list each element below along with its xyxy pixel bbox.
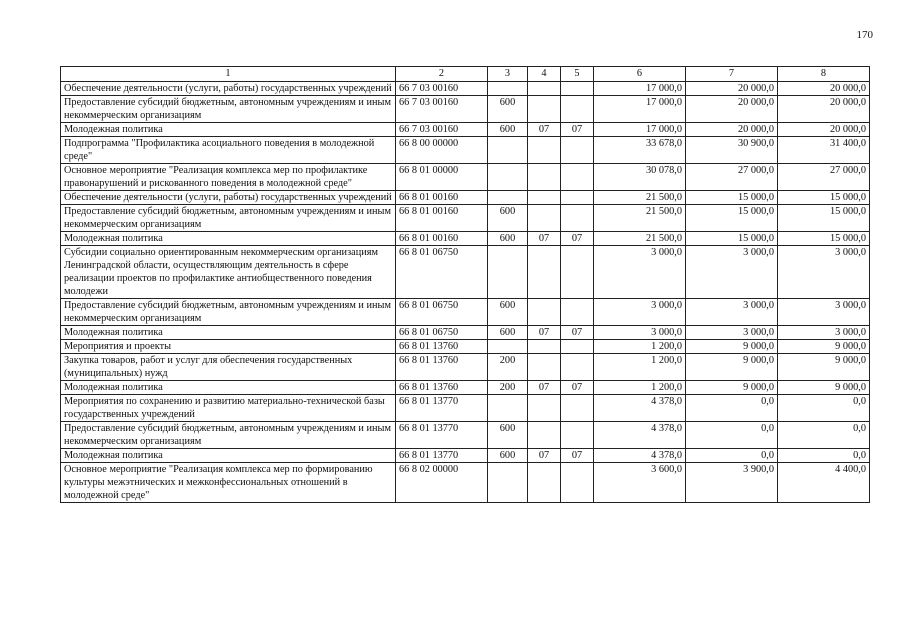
section-cell: 07 — [528, 449, 561, 463]
amount-col7-cell: 9 000,0 — [686, 354, 778, 381]
expense-type-cell — [488, 395, 528, 422]
target-code-cell: 66 8 01 13760 — [396, 381, 488, 395]
section-cell — [528, 137, 561, 164]
subsection-cell — [561, 354, 594, 381]
amount-col7-cell: 3 000,0 — [686, 326, 778, 340]
expense-name-cell: Основное мероприятие "Реализация комплекса мер по формированию культуры межэтнических и межконфессиональных отношений в молодежной среде" — [61, 463, 396, 503]
target-code-cell: 66 7 03 00160 — [396, 96, 488, 123]
expense-type-cell: 600 — [488, 96, 528, 123]
expense-name-cell: Основное мероприятие "Реализация комплекса мер по профилактике правонарушений и рискованного поведения в молодежной среде" — [61, 164, 396, 191]
amount-col6-cell: 1 200,0 — [594, 340, 686, 354]
table-row — [61, 395, 870, 422]
amount-col8-cell: 15 000,0 — [778, 191, 870, 205]
section-cell: 07 — [528, 232, 561, 246]
target-code-cell: 66 8 01 00160 — [396, 191, 488, 205]
table-row — [61, 137, 870, 164]
table-row — [61, 326, 870, 340]
target-code-cell: 66 8 01 13760 — [396, 354, 488, 381]
amount-col6-cell: 4 378,0 — [594, 395, 686, 422]
section-cell — [528, 463, 561, 503]
expense-name-cell: Молодежная политика — [61, 381, 396, 395]
amount-col7-cell: 30 900,0 — [686, 137, 778, 164]
target-code-cell: 66 8 01 13770 — [396, 395, 488, 422]
expense-type-cell — [488, 137, 528, 164]
column-header: 2 — [396, 67, 488, 82]
amount-col6-cell: 30 078,0 — [594, 164, 686, 191]
amount-col6-cell: 21 500,0 — [594, 191, 686, 205]
table-row — [61, 340, 870, 354]
subsection-cell — [561, 463, 594, 503]
expense-type-cell: 200 — [488, 381, 528, 395]
target-code-cell: 66 7 03 00160 — [396, 82, 488, 96]
expense-type-cell: 600 — [488, 232, 528, 246]
expense-name-cell: Предоставление субсидий бюджетным, автономным учреждениям и иным некоммерческим организациям — [61, 299, 396, 326]
column-header: 6 — [594, 67, 686, 82]
amount-col8-cell: 31 400,0 — [778, 137, 870, 164]
table-row — [61, 232, 870, 246]
target-code-cell: 66 8 01 13770 — [396, 449, 488, 463]
table-row — [61, 449, 870, 463]
amount-col8-cell: 27 000,0 — [778, 164, 870, 191]
subsection-cell: 07 — [561, 449, 594, 463]
expense-type-cell — [488, 164, 528, 191]
expense-type-cell — [488, 340, 528, 354]
target-code-cell: 66 8 01 00160 — [396, 205, 488, 232]
amount-col6-cell: 3 000,0 — [594, 246, 686, 299]
section-cell — [528, 422, 561, 449]
column-header: 8 — [778, 67, 870, 82]
amount-col7-cell: 20 000,0 — [686, 96, 778, 123]
table-row — [61, 299, 870, 326]
amount-col7-cell: 0,0 — [686, 449, 778, 463]
expense-name-cell: Обеспечение деятельности (услуги, работы) государственных учреждений — [61, 191, 396, 205]
amount-col7-cell: 0,0 — [686, 395, 778, 422]
subsection-cell — [561, 82, 594, 96]
amount-col7-cell: 3 000,0 — [686, 246, 778, 299]
section-cell — [528, 205, 561, 232]
amount-col6-cell: 1 200,0 — [594, 354, 686, 381]
section-cell — [528, 246, 561, 299]
amount-col8-cell: 20 000,0 — [778, 123, 870, 137]
amount-col8-cell: 9 000,0 — [778, 381, 870, 395]
amount-col7-cell: 27 000,0 — [686, 164, 778, 191]
amount-col6-cell: 4 378,0 — [594, 422, 686, 449]
amount-col8-cell: 0,0 — [778, 395, 870, 422]
section-cell — [528, 299, 561, 326]
amount-col8-cell: 3 000,0 — [778, 326, 870, 340]
expense-name-cell: Предоставление субсидий бюджетным, автономным учреждениям и иным некоммерческим организациям — [61, 205, 396, 232]
table-row — [61, 96, 870, 123]
section-cell: 07 — [528, 381, 561, 395]
expense-type-cell — [488, 82, 528, 96]
amount-col8-cell: 20 000,0 — [778, 82, 870, 96]
column-header: 7 — [686, 67, 778, 82]
amount-col8-cell: 9 000,0 — [778, 340, 870, 354]
table-row — [61, 422, 870, 449]
target-code-cell: 66 8 01 13770 — [396, 422, 488, 449]
expense-name-cell: Закупка товаров, работ и услуг для обеспечения государственных (муниципальных) нужд — [61, 354, 396, 381]
subsection-cell — [561, 299, 594, 326]
column-number-row — [61, 67, 870, 82]
table-row — [61, 246, 870, 299]
column-header: 4 — [528, 67, 561, 82]
expense-type-cell — [488, 191, 528, 205]
expense-name-cell: Предоставление субсидий бюджетным, автономным учреждениям и иным некоммерческим организациям — [61, 422, 396, 449]
amount-col8-cell: 9 000,0 — [778, 354, 870, 381]
target-code-cell: 66 8 01 06750 — [396, 299, 488, 326]
amount-col7-cell: 20 000,0 — [686, 123, 778, 137]
section-cell: 07 — [528, 123, 561, 137]
expense-type-cell: 600 — [488, 326, 528, 340]
expense-type-cell: 600 — [488, 422, 528, 449]
expense-type-cell: 600 — [488, 123, 528, 137]
expense-name-cell: Мероприятия по сохранению и развитию материально-технической базы государственных учреждений — [61, 395, 396, 422]
amount-col6-cell: 4 378,0 — [594, 449, 686, 463]
expense-type-cell: 600 — [488, 449, 528, 463]
amount-col6-cell: 33 678,0 — [594, 137, 686, 164]
amount-col7-cell: 15 000,0 — [686, 232, 778, 246]
budget-table — [60, 66, 870, 503]
target-code-cell: 66 7 03 00160 — [396, 123, 488, 137]
amount-col7-cell: 9 000,0 — [686, 340, 778, 354]
amount-col6-cell: 3 600,0 — [594, 463, 686, 503]
subsection-cell: 07 — [561, 381, 594, 395]
expense-type-cell — [488, 463, 528, 503]
amount-col8-cell: 0,0 — [778, 449, 870, 463]
amount-col6-cell: 3 000,0 — [594, 326, 686, 340]
subsection-cell — [561, 164, 594, 191]
amount-col6-cell: 21 500,0 — [594, 205, 686, 232]
section-cell — [528, 191, 561, 205]
section-cell — [528, 96, 561, 123]
target-code-cell: 66 8 01 00160 — [396, 232, 488, 246]
expense-name-cell: Обеспечение деятельности (услуги, работы) государственных учреждений — [61, 82, 396, 96]
amount-col8-cell: 15 000,0 — [778, 232, 870, 246]
amount-col8-cell: 3 000,0 — [778, 246, 870, 299]
expense-type-cell: 600 — [488, 299, 528, 326]
subsection-cell: 07 — [561, 123, 594, 137]
amount-col7-cell: 15 000,0 — [686, 191, 778, 205]
subsection-cell — [561, 137, 594, 164]
table-row — [61, 381, 870, 395]
subsection-cell: 07 — [561, 326, 594, 340]
target-code-cell: 66 8 01 00000 — [396, 164, 488, 191]
amount-col7-cell: 9 000,0 — [686, 381, 778, 395]
target-code-cell: 66 8 01 13760 — [396, 340, 488, 354]
page-number: 170 — [856, 29, 873, 41]
target-code-cell: 66 8 02 00000 — [396, 463, 488, 503]
amount-col7-cell: 0,0 — [686, 422, 778, 449]
section-cell — [528, 82, 561, 96]
table-row — [61, 463, 870, 503]
table-row — [61, 354, 870, 381]
column-header: 5 — [561, 67, 594, 82]
expense-name-cell: Молодежная политика — [61, 449, 396, 463]
subsection-cell — [561, 246, 594, 299]
amount-col8-cell: 20 000,0 — [778, 96, 870, 123]
amount-col7-cell: 15 000,0 — [686, 205, 778, 232]
subsection-cell — [561, 191, 594, 205]
subsection-cell — [561, 395, 594, 422]
column-header: 3 — [488, 67, 528, 82]
table-row — [61, 82, 870, 96]
section-cell — [528, 395, 561, 422]
target-code-cell: 66 8 00 00000 — [396, 137, 488, 164]
column-header: 1 — [61, 67, 396, 82]
amount-col6-cell: 3 000,0 — [594, 299, 686, 326]
amount-col6-cell: 21 500,0 — [594, 232, 686, 246]
expense-name-cell: Молодежная политика — [61, 232, 396, 246]
expense-name-cell: Подпрограмма "Профилактика асоциального поведения в молодежной среде" — [61, 137, 396, 164]
amount-col6-cell: 17 000,0 — [594, 82, 686, 96]
section-cell — [528, 164, 561, 191]
subsection-cell — [561, 96, 594, 123]
amount-col8-cell: 0,0 — [778, 422, 870, 449]
amount-col8-cell: 15 000,0 — [778, 205, 870, 232]
subsection-cell: 07 — [561, 232, 594, 246]
subsection-cell — [561, 205, 594, 232]
subsection-cell — [561, 422, 594, 449]
section-cell: 07 — [528, 326, 561, 340]
amount-col7-cell: 3 900,0 — [686, 463, 778, 503]
expense-name-cell: Мероприятия и проекты — [61, 340, 396, 354]
expense-type-cell — [488, 246, 528, 299]
expense-type-cell: 600 — [488, 205, 528, 232]
amount-col6-cell: 1 200,0 — [594, 381, 686, 395]
expense-name-cell: Субсидии социально ориентированным некоммерческим организациям Ленинградской области, осуществляющим деятельность в сфере реализации проектов по профилактике антиобщественного поведения молодежи — [61, 246, 396, 299]
amount-col8-cell: 3 000,0 — [778, 299, 870, 326]
table-row — [61, 191, 870, 205]
expense-name-cell: Предоставление субсидий бюджетным, автономным учреждениям и иным некоммерческим организациям — [61, 96, 396, 123]
expense-name-cell: Молодежная политика — [61, 326, 396, 340]
amount-col6-cell: 17 000,0 — [594, 123, 686, 137]
expense-name-cell: Молодежная политика — [61, 123, 396, 137]
table-row — [61, 205, 870, 232]
target-code-cell: 66 8 01 06750 — [396, 326, 488, 340]
amount-col6-cell: 17 000,0 — [594, 96, 686, 123]
amount-col7-cell: 20 000,0 — [686, 82, 778, 96]
subsection-cell — [561, 340, 594, 354]
table-row — [61, 164, 870, 191]
expense-type-cell: 200 — [488, 354, 528, 381]
table-row — [61, 123, 870, 137]
section-cell — [528, 340, 561, 354]
amount-col8-cell: 4 400,0 — [778, 463, 870, 503]
section-cell — [528, 354, 561, 381]
amount-col7-cell: 3 000,0 — [686, 299, 778, 326]
target-code-cell: 66 8 01 06750 — [396, 246, 488, 299]
